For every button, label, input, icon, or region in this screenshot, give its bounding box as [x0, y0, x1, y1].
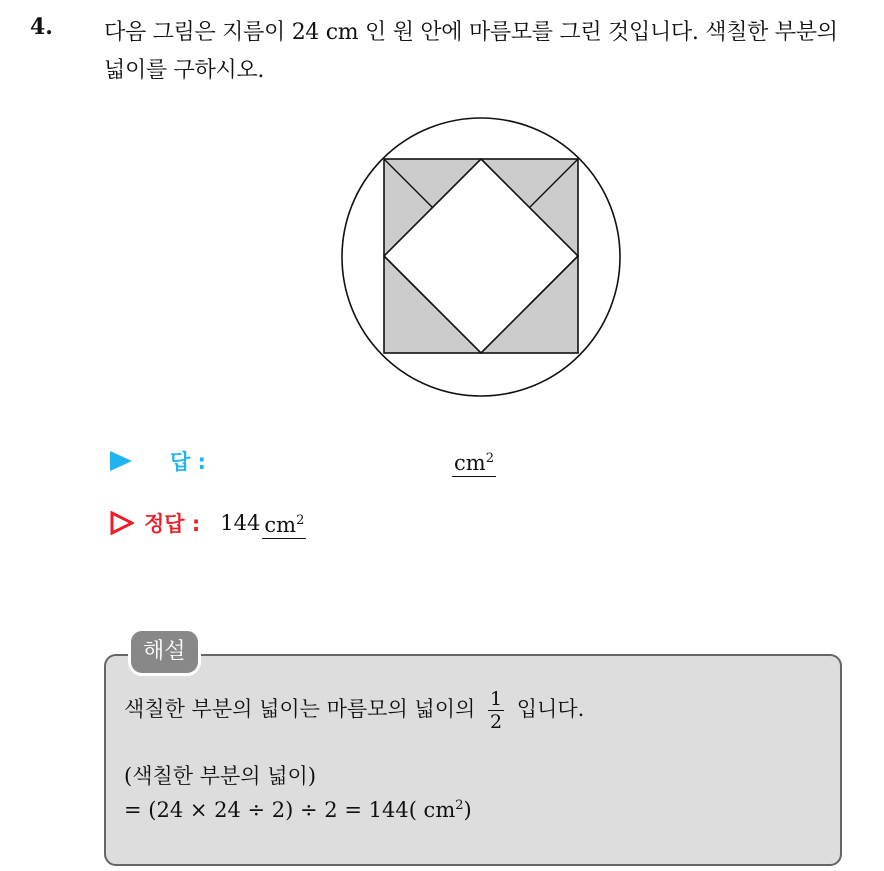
correct-unit-exponent: 2 — [296, 512, 305, 528]
answer-blank-unit[interactable] — [452, 446, 496, 477]
filled-play-triangle-icon — [110, 451, 132, 471]
explanation-formula-exponent: 2 — [455, 798, 464, 813]
correct-answer-unit — [262, 508, 306, 539]
answer-unit-base: cm — [454, 451, 486, 475]
correct-answer-row — [110, 506, 306, 540]
fraction-numerator: 1 — [489, 688, 503, 710]
fraction-denominator: 2 — [489, 711, 503, 733]
explanation-formula-close: ) — [463, 798, 472, 822]
correct-answer-value: 144 — [220, 511, 261, 535]
fraction-one-half — [488, 688, 504, 733]
correct-answer-label: 정답 : — [144, 512, 201, 536]
answer-row — [110, 444, 206, 478]
circle-square-rhombus-figure — [338, 116, 624, 402]
explanation-line-1-text: 색칠한 부분의 넓이는 마름모의 넓이의 — [124, 697, 476, 721]
explanation-line-1 — [124, 688, 584, 733]
explanation-line-2: (색칠한 부분의 넓이) — [124, 764, 317, 788]
explanation-tab: 해설 — [128, 628, 201, 676]
correct-unit-base: cm — [264, 512, 297, 537]
outline-play-triangle-icon — [110, 511, 134, 535]
explanation-formula: = (24 × 24 ÷ 2) ÷ 2 = 144( cm — [124, 798, 456, 822]
question-number: 4. — [30, 14, 53, 40]
explanation-line-3 — [124, 798, 472, 822]
answer-unit-exponent: 2 — [485, 451, 494, 466]
explanation-line-1-end: 입니다. — [516, 697, 585, 721]
question-text: 다음 그림은 지름이 24 cm 인 원 안에 마름모를 그린 것입니다. 색칠한 부분의 넓이를 구하시오. — [104, 20, 838, 83]
answer-label: 답 : — [170, 450, 206, 474]
